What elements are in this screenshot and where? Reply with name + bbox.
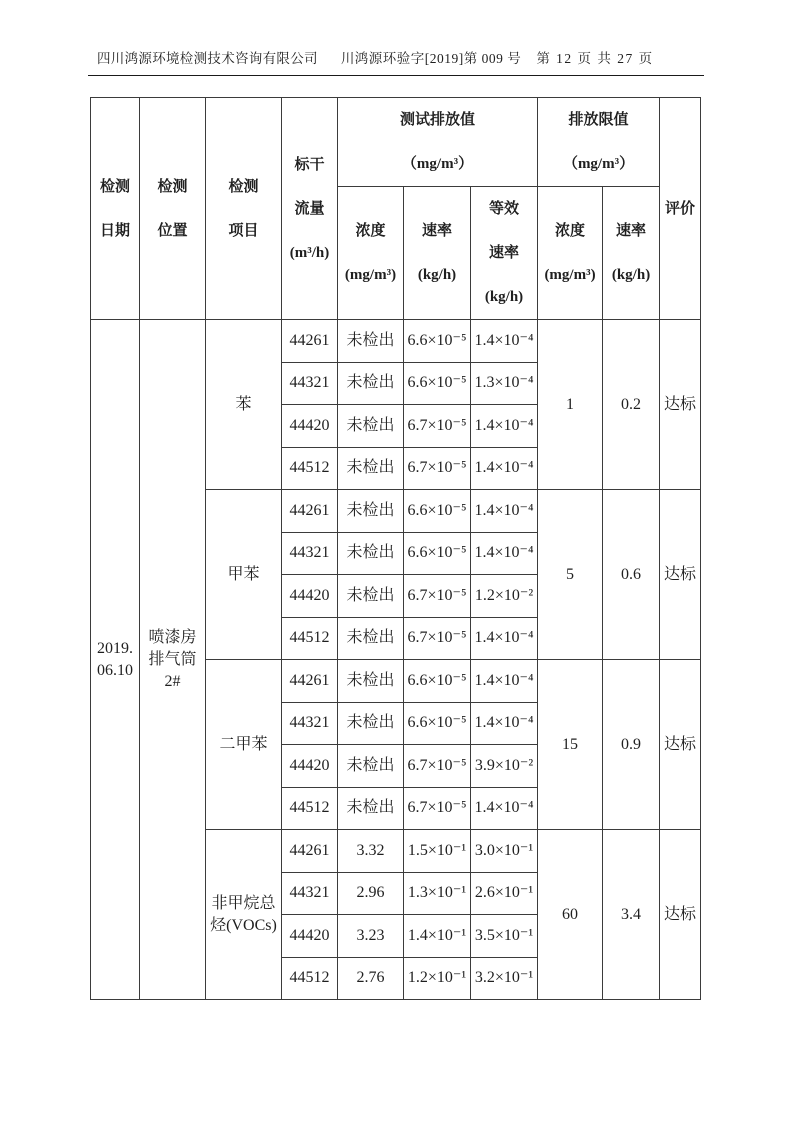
header-rule — [88, 75, 704, 76]
concentration-cell: 2.96 — [338, 872, 404, 915]
flow-cell: 44321 — [282, 362, 338, 405]
concentration-cell: 未检出 — [338, 362, 404, 405]
evaluation-cell: 达标 — [660, 320, 701, 490]
flow-cell: 44420 — [282, 405, 338, 448]
col-header-rate: 速率 (kg/h) — [404, 187, 471, 320]
equivalent-rate-cell: 1.2×10⁻² — [471, 575, 538, 618]
equivalent-rate-cell: 1.4×10⁻⁴ — [471, 447, 538, 490]
flow-cell: 44512 — [282, 787, 338, 830]
table-header — [91, 98, 701, 320]
flow-cell: 44512 — [282, 447, 338, 490]
concentration-cell: 未检出 — [338, 702, 404, 745]
flow-cell: 44512 — [282, 617, 338, 660]
concentration-cell: 未检出 — [338, 660, 404, 703]
item-cell: 二甲苯 — [206, 660, 282, 830]
page-header — [97, 49, 703, 69]
table-row — [91, 320, 701, 363]
concentration-cell: 未检出 — [338, 575, 404, 618]
concentration-cell: 2.76 — [338, 957, 404, 1000]
flow-cell: 44321 — [282, 872, 338, 915]
concentration-cell: 未检出 — [338, 320, 404, 363]
item-cell: 苯 — [206, 320, 282, 490]
concentration-cell: 未检出 — [338, 617, 404, 660]
rate-cell: 6.7×10⁻⁵ — [404, 787, 471, 830]
concentration-cell: 未检出 — [338, 532, 404, 575]
doc-number: 川鸿源环验字[2019]第 009 号 — [340, 51, 522, 66]
col-header-limit-rate: 速率 (kg/h) — [603, 187, 660, 320]
location-cell: 喷漆房 排气筒 2# — [140, 320, 206, 1000]
equivalent-rate-cell: 3.0×10⁻¹ — [471, 830, 538, 873]
rate-cell: 1.4×10⁻¹ — [404, 915, 471, 958]
limit-rate-cell: 0.9 — [603, 660, 660, 830]
rate-cell: 6.7×10⁻⁵ — [404, 447, 471, 490]
flow-cell: 44420 — [282, 575, 338, 618]
col-group-limit-values: 排放限值 （mg/m³） — [538, 98, 660, 187]
rate-cell: 6.6×10⁻⁵ — [404, 490, 471, 533]
equivalent-rate-cell: 2.6×10⁻¹ — [471, 872, 538, 915]
flow-cell: 44512 — [282, 957, 338, 1000]
col-header-concentration: 浓度 (mg/m³) — [338, 187, 404, 320]
rate-cell: 6.6×10⁻⁵ — [404, 532, 471, 575]
flow-cell: 44261 — [282, 490, 338, 533]
col-header-item: 检测 项目 — [206, 98, 282, 320]
concentration-cell: 未检出 — [338, 447, 404, 490]
page-number: 第 12 页 共 27 页 — [536, 51, 654, 66]
equivalent-rate-cell: 1.4×10⁻⁴ — [471, 490, 538, 533]
equivalent-rate-cell: 1.4×10⁻⁴ — [471, 320, 538, 363]
company-name: 四川鸿源环境检测技术咨询有限公司 — [97, 51, 318, 66]
table-body — [91, 320, 701, 1000]
equivalent-rate-cell: 1.4×10⁻⁴ — [471, 405, 538, 448]
evaluation-cell: 达标 — [660, 830, 701, 1000]
col-header-evaluation: 评价 — [660, 98, 701, 320]
col-header-limit-concentration: 浓度 (mg/m³) — [538, 187, 603, 320]
rate-cell: 6.6×10⁻⁵ — [404, 660, 471, 703]
concentration-cell: 3.32 — [338, 830, 404, 873]
rate-cell: 1.5×10⁻¹ — [404, 830, 471, 873]
limit-rate-cell: 3.4 — [603, 830, 660, 1000]
evaluation-cell: 达标 — [660, 660, 701, 830]
equivalent-rate-cell: 1.4×10⁻⁴ — [471, 617, 538, 660]
limit-rate-cell: 0.2 — [603, 320, 660, 490]
flow-cell: 44261 — [282, 320, 338, 363]
equivalent-rate-cell: 3.9×10⁻² — [471, 745, 538, 788]
col-header-flow: 标干 流量 (m³/h) — [282, 98, 338, 320]
concentration-cell: 未检出 — [338, 745, 404, 788]
rate-cell: 6.7×10⁻⁵ — [404, 617, 471, 660]
rate-cell: 6.7×10⁻⁵ — [404, 405, 471, 448]
equivalent-rate-cell: 1.3×10⁻⁴ — [471, 362, 538, 405]
col-group-test-values: 测试排放值 （mg/m³） — [338, 98, 538, 187]
concentration-cell: 未检出 — [338, 490, 404, 533]
limit-concentration-cell: 5 — [538, 490, 603, 660]
rate-cell: 6.6×10⁻⁵ — [404, 702, 471, 745]
rate-cell: 1.3×10⁻¹ — [404, 872, 471, 915]
emission-results-table — [90, 97, 701, 1000]
flow-cell: 44321 — [282, 702, 338, 745]
equivalent-rate-cell: 3.2×10⁻¹ — [471, 957, 538, 1000]
limit-concentration-cell: 1 — [538, 320, 603, 490]
limit-rate-cell: 0.6 — [603, 490, 660, 660]
equivalent-rate-cell: 1.4×10⁻⁴ — [471, 702, 538, 745]
date-cell: 2019. 06.10 — [91, 320, 140, 1000]
equivalent-rate-cell: 1.4×10⁻⁴ — [471, 660, 538, 703]
col-header-equivalent-rate: 等效 速率 (kg/h) — [471, 187, 538, 320]
limit-concentration-cell: 60 — [538, 830, 603, 1000]
flow-cell: 44420 — [282, 745, 338, 788]
flow-cell: 44321 — [282, 532, 338, 575]
limit-concentration-cell: 15 — [538, 660, 603, 830]
concentration-cell: 未检出 — [338, 405, 404, 448]
rate-cell: 6.6×10⁻⁵ — [404, 362, 471, 405]
col-header-date: 检测 日期 — [91, 98, 140, 320]
equivalent-rate-cell: 1.4×10⁻⁴ — [471, 787, 538, 830]
flow-cell: 44261 — [282, 830, 338, 873]
item-cell: 非甲烷总 烃(VOCs) — [206, 830, 282, 1000]
concentration-cell: 3.23 — [338, 915, 404, 958]
rate-cell: 6.7×10⁻⁵ — [404, 575, 471, 618]
flow-cell: 44261 — [282, 660, 338, 703]
equivalent-rate-cell: 3.5×10⁻¹ — [471, 915, 538, 958]
equivalent-rate-cell: 1.4×10⁻⁴ — [471, 532, 538, 575]
item-cell: 甲苯 — [206, 490, 282, 660]
evaluation-cell: 达标 — [660, 490, 701, 660]
rate-cell: 1.2×10⁻¹ — [404, 957, 471, 1000]
rate-cell: 6.6×10⁻⁵ — [404, 320, 471, 363]
col-header-location: 检测 位置 — [140, 98, 206, 320]
rate-cell: 6.7×10⁻⁵ — [404, 745, 471, 788]
flow-cell: 44420 — [282, 915, 338, 958]
concentration-cell: 未检出 — [338, 787, 404, 830]
